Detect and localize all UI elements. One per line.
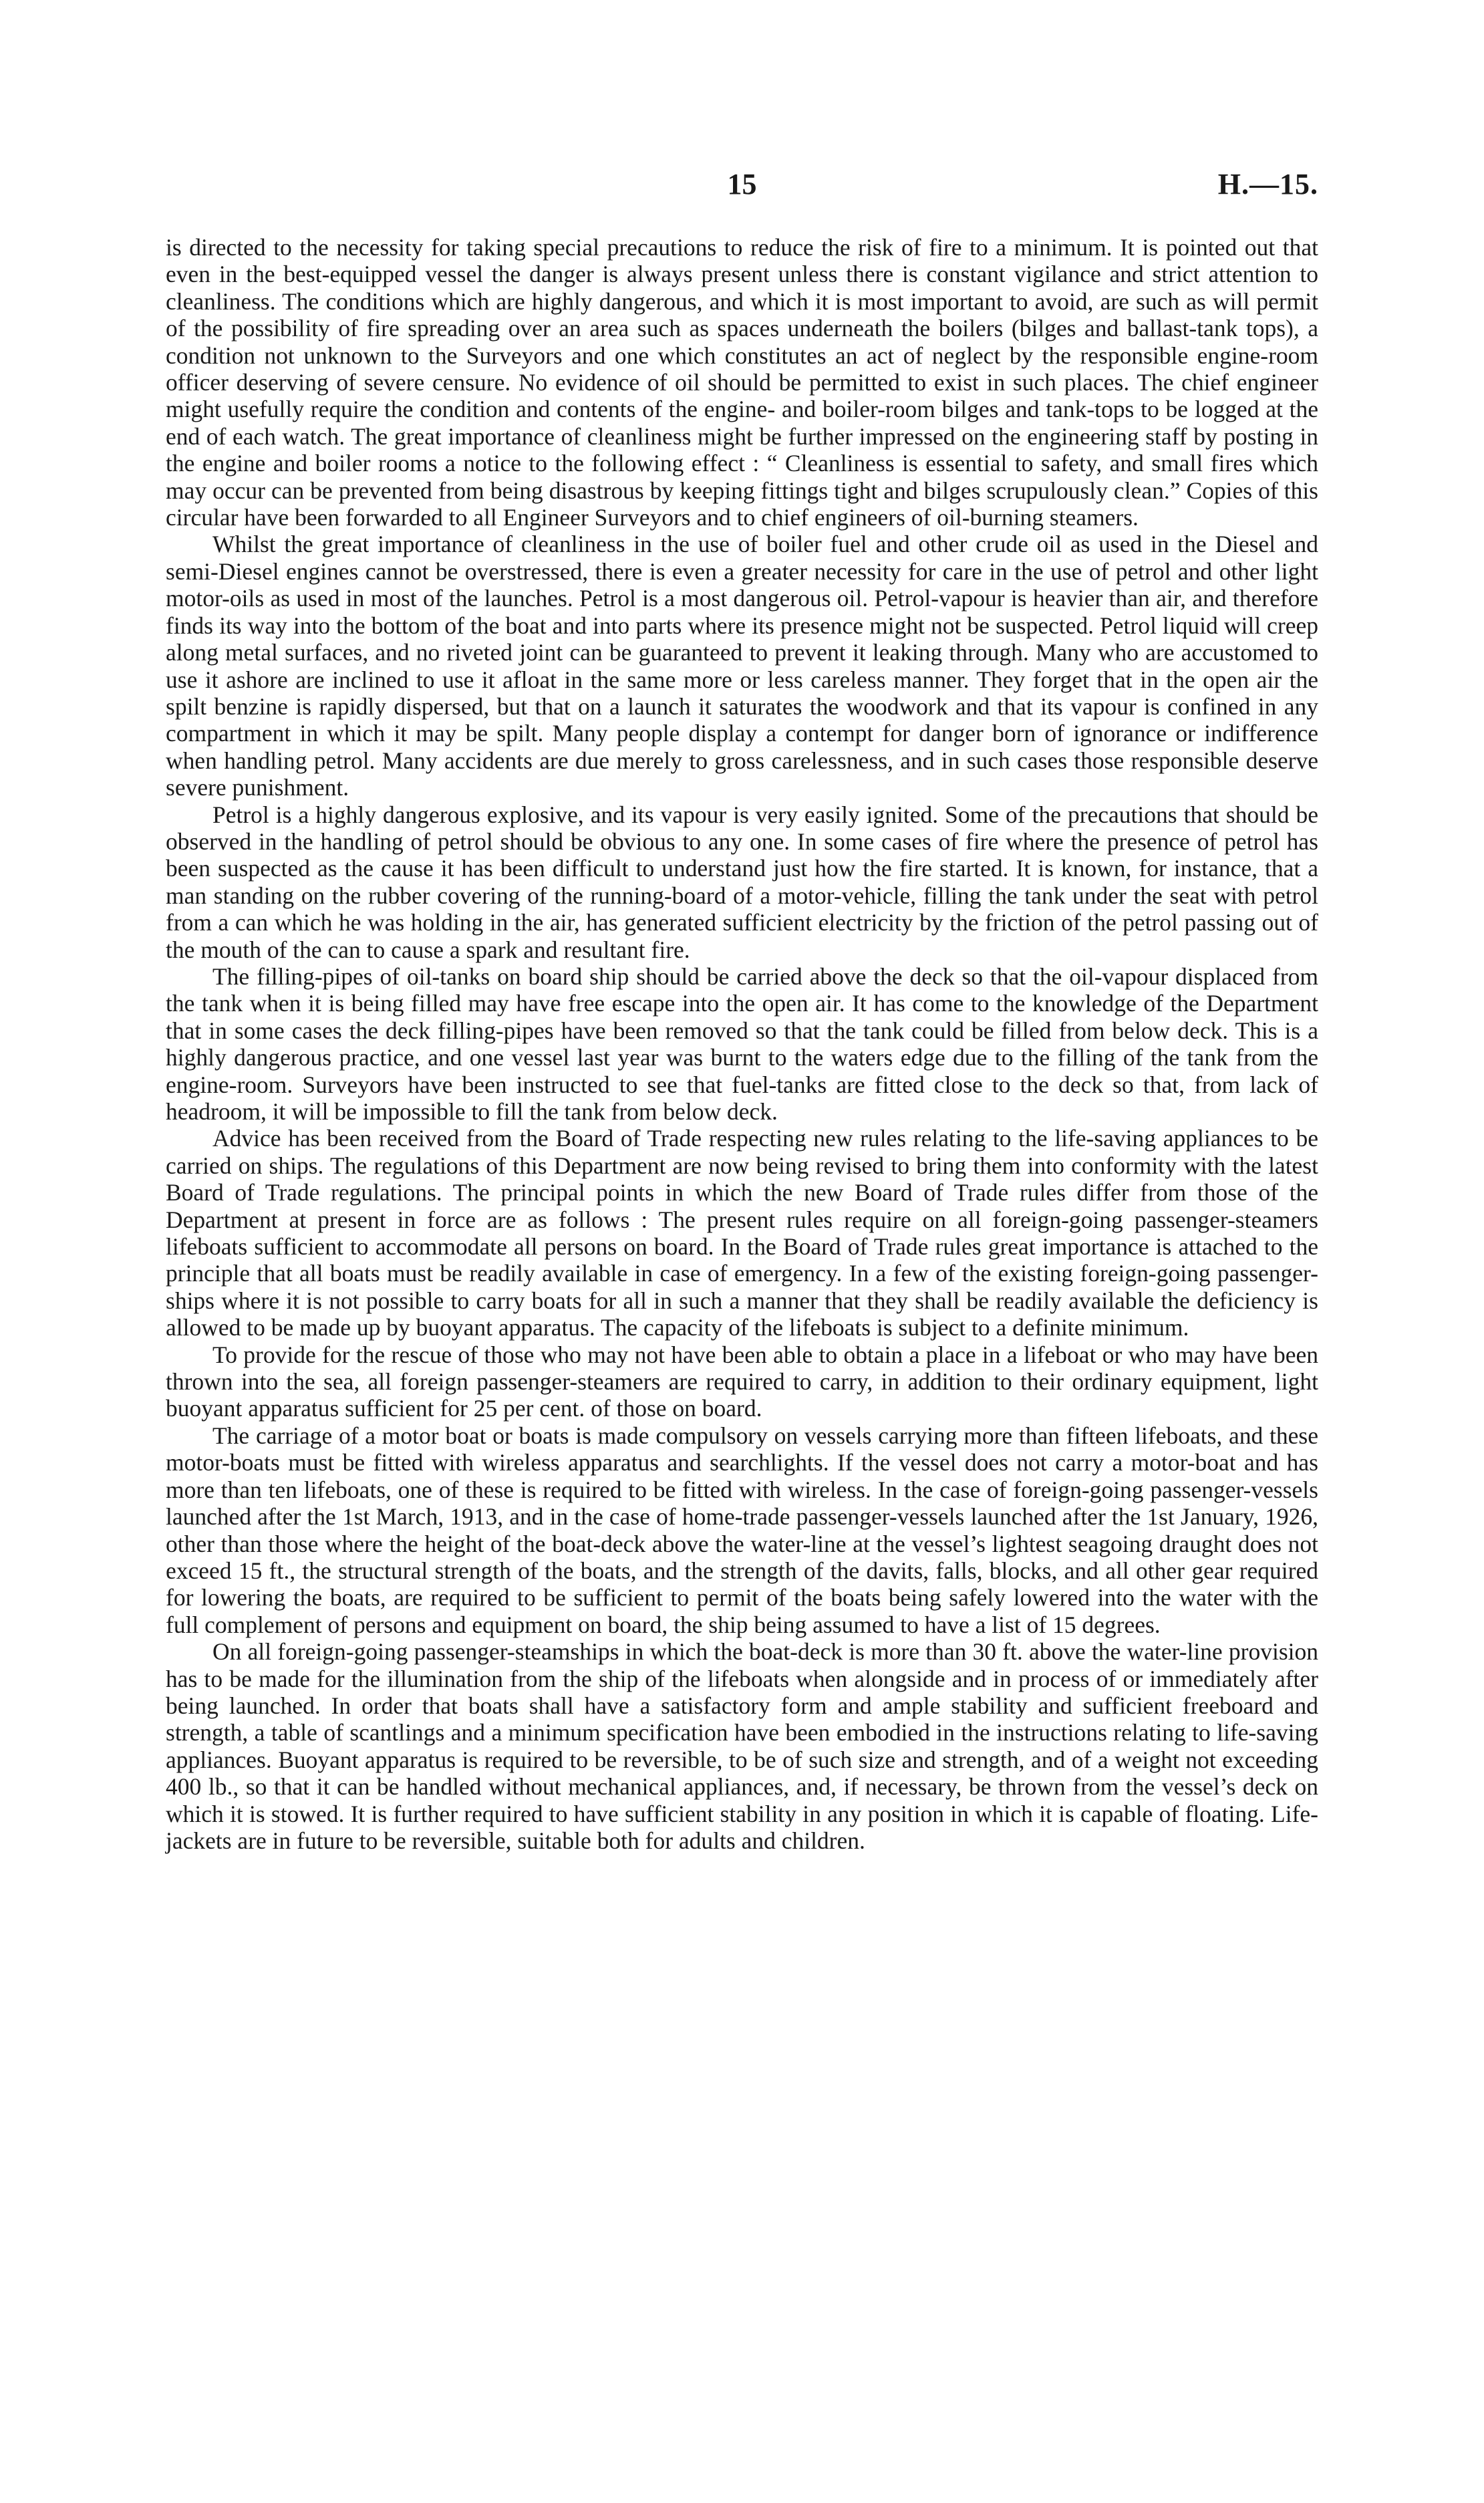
document-reference: H.—15. bbox=[1217, 168, 1318, 201]
paragraph-filling-pipes: The filling-pipes of oil-tanks on board ship should be carried above the deck so that the oil-vapour displaced from the tank when it is being filled may have free escape into the open air. It has come to the knowledge of the Department that in some cases the deck filling-pipes have been removed so that the tank could be filled from below deck. This is a highly dangerous practice, and one vessel last year was burnt to the waters edge due to the filling of the tank from the engine-room. Surveyors have been instructed to see that fuel-tanks are fitted close to the deck so that, from lack of headroom, it will be impossible to fill the tank from below deck. bbox=[166, 962, 1318, 1125]
body-text bbox=[166, 234, 1318, 1854]
paragraph-lifeboat-illumination: On all foreign-going passenger-steamships in which the boat-deck is more than 30 ft. above the water-line provision has to be made for the illumination from the ship of the lifeboats when alongside and in process of or immediately after being launched. In order that boats shall have a satisfactory form and ample stability and sufficient freeboard and strength, a table of scantlings and a minimum specification have been embodied in the instructions relating to life-saving appliances. Buoyant apparatus is required to be reversible, to be of such size and strength, and of a weight not exceeding 400 lb., so that it can be handled without mechanical appliances, and, if necessary, be thrown from the vessel’s deck on which it is stowed. It is further required to have sufficient stability in any position in which it is capable of floating. Life-jackets are in future to be reversible, suitable both for adults and children. bbox=[166, 1638, 1318, 1854]
document-page bbox=[166, 167, 1318, 1854]
paragraph-petrol-care: Whilst the great importance of cleanliness in the use of boiler fuel and other crude oil as used in the Diesel and semi-Diesel engines cannot be overstressed, there is even a greater necessity for care in the use of petrol and other light motor-oils as used in most of the launches. Petrol is a most dangerous oil. Petrol-vapour is heavier than air, and therefore finds its way into the bottom of the boat and into parts where its presence might not be suspected. Petrol liquid will creep along metal surfaces, and no riveted joint can be guaranteed to prevent it leaking through. Many who are accustomed to use it ashore are inclined to use it afloat in the same more or less careless manner. They forget that in the open air the spilt benzine is rapidly dispersed, but that on a launch it saturates the woodwork and that its vapour is confined in any compartment in which it may be spilt. Many people display a contempt for danger born of ignorance or indifference when handling petrol. Many accidents are due merely to gross carelessness, and in such cases those responsible deserve severe punishment. bbox=[166, 531, 1318, 801]
paragraph-petrol-explosive: Petrol is a highly dangerous explosive, and its vapour is very easily ignited. Some of the precautions that should be observed in the handling of petrol should be obvious to any one. In some cases of fire where the presence of petrol has been suspected as the cause it has been difficult to understand just how the fire started. It is known, for instance, that a man standing on the rubber covering of the running-board of a motor-vehicle, filling the tank under the seat with petrol from a can which he was holding in the air, has generated sufficient electricity by the friction of the petrol passing out of the mouth of the can to cause a spark and resultant fire. bbox=[166, 801, 1318, 963]
paragraph-fire-precautions: is directed to the necessity for taking special precautions to reduce the risk of fire to a minimum. It is pointed out that even in the best-equipped vessel the danger is always present unless there is constant vigilance and strict attention to cleanliness. The conditions which are highly dangerous, and which it is most important to avoid, are such as will permit of the possibility of fire spreading over an area such as spaces underneath the boilers (bilges and ballast-tank tops), a condition not unknown to the Surveyors and one which constitutes an act of neglect by the responsible engine-room officer deserving of severe censure. No evidence of oil should be permitted to exist in such places. The chief engineer might usefully require the condition and contents of the engine- and boiler-room bilges and tank-tops to be logged at the end of each watch. The great importance of cleanliness might be further impressed on the engineering staff by posting in the engine and boiler rooms a notice to the following effect : “ Cleanliness is essential to safety, and small fires which may occur can be prevented from being disastrous by keeping fittings tight and bilges scrupulously clean.” Copies of this circular have been forwarded to all Engineer Surveyors and to chief engineers of oil-burning steamers. bbox=[166, 234, 1318, 531]
page-number: 15 bbox=[727, 168, 757, 201]
page-header bbox=[166, 167, 1318, 217]
paragraph-life-saving-rules: Advice has been received from the Board of Trade respecting new rules relating to the life-saving appliances to be carried on ships. The regulations of this Department are now being revised to bring them into conformity with the latest Board of Trade regulations. The principal points in which the new Board of Trade rules differ from those of the Department at present in force are as follows : The present rules require on all foreign-going passenger-steamers lifeboats sufficient to accommodate all persons on board. In the Board of Trade rules great importance is attached to the principle that all boats must be readily available in case of emergency. In a few of the existing foreign-going passenger-ships where it is not possible to carry boats for all in such a manner that they shall be readily available the deficiency is allowed to be made up by buoyant apparatus. The capacity of the lifeboats is subject to a definite minimum. bbox=[166, 1125, 1318, 1341]
paragraph-buoyant-apparatus: To provide for the rescue of those who may not have been able to obtain a place in a lifeboat or who may have been thrown into the sea, all foreign passenger-steamers are required to carry, in addition to their ordinary equipment, light buoyant apparatus sufficient for 25 per cent. of those on board. bbox=[166, 1341, 1318, 1422]
paragraph-motor-boats: The carriage of a motor boat or boats is made compulsory on vessels carrying more than fifteen lifeboats, and these motor-boats must be fitted with wireless apparatus and searchlights. If the vessel does not carry a motor-boat and has more than ten lifeboats, one of these is required to be fitted with wireless. In the case of foreign-going passenger-vessels launched after the 1st March, 1913, and in the case of home-trade passenger-vessels launched after the 1st January, 1926, other than those where the height of the boat-deck above the water-line at the vessel’s lightest seagoing draught does not exceed 15 ft., the structural strength of the boats, and the strength of the davits, falls, blocks, and all other gear required for lowering the boats, are required to be sufficient to permit of the boats being safely lowered into the water with the full complement of persons and equipment on board, the ship being assumed to have a list of 15 degrees. bbox=[166, 1422, 1318, 1638]
